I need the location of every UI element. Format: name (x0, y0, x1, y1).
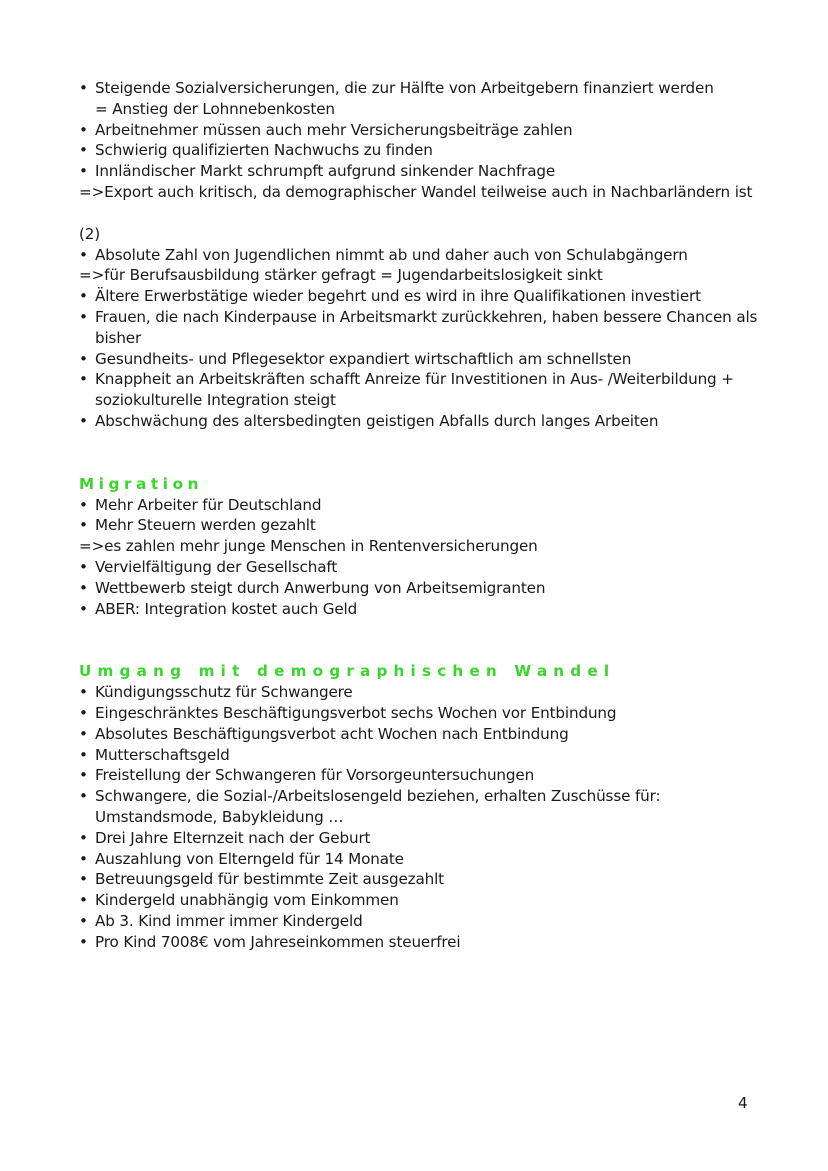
bullet-text: Mehr Steuern werden gezahlt (95, 516, 316, 535)
bullet-text: Eingeschränktes Beschäftigungsverbot sechs Wochen vor Entbindung (95, 703, 617, 722)
bullet-text: Freistellung der Schwangeren für Vorsorgeuntersuchungen (95, 766, 535, 785)
bullet-item (79, 849, 769, 870)
bullet-item (79, 911, 769, 932)
bullet-text: Kindergeld unabhängig vom Einkommen (95, 891, 399, 910)
bullet-icon: • (79, 245, 88, 264)
bullet-text: Abschwächung des altersbedingten geistigen Abfalls durch langes Arbeiten (95, 411, 659, 430)
spacer (79, 619, 769, 661)
bullet-item (79, 932, 769, 953)
bullet-icon: • (79, 870, 88, 889)
bullet-item (79, 515, 769, 536)
bullet-item (79, 307, 769, 349)
bullet-item (79, 286, 769, 307)
bullet-item (79, 349, 769, 370)
bullet-icon: • (79, 828, 88, 847)
bullet-text: Schwierig qualifizierten Nachwuchs zu finden (95, 141, 433, 160)
bullet-text-continued: = Anstieg der Lohnnebenkosten (95, 99, 335, 118)
bullet-text-continued: Umstandsmode, Babykleidung … (95, 807, 344, 826)
migration-heading: Migration (79, 474, 204, 493)
bullet-icon: • (79, 411, 88, 430)
bullet-text: Steigende Sozialversicherungen, die zur Hälfte von Arbeitgebern finanziert werden (95, 79, 714, 97)
bullet-icon: • (79, 703, 88, 722)
page-number: 4 (738, 1094, 748, 1112)
bullet-text: Drei Jahre Elternzeit nach der Geburt (95, 828, 371, 847)
page-content (79, 78, 769, 952)
bullet-icon: • (79, 557, 88, 576)
bullet-icon: • (79, 162, 88, 181)
bullet-item (79, 78, 769, 120)
bullet-item (79, 161, 769, 182)
bullet-item (79, 828, 769, 849)
bullet-item (79, 495, 769, 516)
bullet-text: Mutterschaftsgeld (95, 745, 230, 764)
bullet-text: Knappheit an Arbeitskräften schafft Anreize für Investitionen in Aus- /Weiterbildung + (95, 370, 734, 389)
bullet-text: Mehr Arbeiter für Deutschland (95, 495, 322, 514)
bullet-icon: • (79, 578, 88, 597)
bullet-text-continued: soziokulturelle Integration steigt (95, 391, 336, 410)
section-2-label: (2) (79, 224, 101, 243)
bullet-text: Ältere Erwerbstätige wieder begehrt und es wird in ihre Qualifikationen investiert (95, 287, 701, 306)
bullet-item (79, 599, 769, 620)
bullet-item (79, 120, 769, 141)
bullet-item (79, 890, 769, 911)
spacer (79, 203, 769, 224)
bullet-icon: • (79, 683, 88, 702)
bullet-item (79, 369, 769, 411)
bullet-icon: • (79, 307, 88, 326)
section-consequences (79, 78, 769, 203)
bullet-text: Pro Kind 7008€ vom Jahreseinkommen steuerfrei (95, 932, 461, 951)
bullet-item (79, 765, 769, 786)
bullet-icon: • (79, 141, 88, 160)
bullet-icon: • (79, 891, 88, 910)
bullet-text: Auszahlung von Elterngeld für 14 Monate (95, 849, 404, 868)
bullet-icon: • (79, 849, 88, 868)
bullet-icon: • (79, 724, 88, 743)
bullet-item (79, 786, 769, 828)
bullet-item (79, 703, 769, 724)
section-migration (79, 495, 769, 620)
bullet-text: Betreuungsgeld für bestimmte Zeit ausgezahlt (95, 870, 444, 889)
bullet-text: Schwangere, die Sozial-/Arbeitslosengeld beziehen, erhalten Zuschüsse für: (95, 787, 661, 806)
bullet-text: Absolutes Beschäftigungsverbot acht Wochen nach Entbindung (95, 724, 569, 743)
bullet-item (79, 724, 769, 745)
bullet-icon: • (79, 370, 88, 389)
bullet-icon: • (79, 516, 88, 535)
conclusion-line: =>es zahlen mehr junge Menschen in Rentenversicherungen (79, 537, 538, 556)
bullet-icon: • (79, 766, 88, 785)
bullet-text-continued: bisher (95, 328, 142, 347)
bullet-text: Frauen, die nach Kinderpause in Arbeitsmarkt zurückkehren, haben bessere Chancen als (95, 307, 758, 326)
bullet-icon: • (79, 911, 88, 930)
spacer (79, 432, 769, 474)
bullet-icon: • (79, 287, 88, 306)
bullet-icon: • (79, 79, 88, 97)
bullet-item (79, 411, 769, 432)
bullet-text: Wettbewerb steigt durch Anwerbung von Arbeitsemigranten (95, 578, 546, 597)
bullet-item (79, 578, 769, 599)
conclusion-line: =>für Berufsausbildung stärker gefragt = Jugendarbeitslosigkeit sinkt (79, 266, 603, 285)
bullet-icon: • (79, 745, 88, 764)
bullet-item (79, 869, 769, 890)
conclusion-line: =>Export auch kritisch, da demographischer Wandel teilweise auch in Nachbarländern ist (79, 182, 753, 201)
bullet-text: ABER: Integration kostet auch Geld (95, 599, 358, 618)
bullet-icon: • (79, 932, 88, 951)
bullet-text: Kündigungsschutz für Schwangere (95, 683, 353, 702)
bullet-icon: • (79, 120, 88, 139)
bullet-icon: • (79, 349, 88, 368)
bullet-item (79, 557, 769, 578)
section-umgang (79, 682, 769, 952)
bullet-text: Vervielfältigung der Gesellschaft (95, 557, 338, 576)
umgang-heading: Umgang mit demographischen Wandel (79, 662, 616, 681)
bullet-text: Absolute Zahl von Jugendlichen nimmt ab und daher auch von Schulabgängern (95, 245, 688, 264)
bullet-text: Ab 3. Kind immer immer Kindergeld (95, 911, 363, 930)
bullet-text: Arbeitnehmer müssen auch mehr Versicherungsbeiträge zahlen (95, 120, 573, 139)
bullet-item (79, 245, 769, 266)
bullet-text: Innländischer Markt schrumpft aufgrund sinkender Nachfrage (95, 162, 556, 181)
bullet-item (79, 682, 769, 703)
bullet-item (79, 745, 769, 766)
bullet-text: Gesundheits- und Pflegesektor expandiert wirtschaftlich am schnellsten (95, 349, 632, 368)
bullet-icon: • (79, 599, 88, 618)
bullet-icon: • (79, 495, 88, 514)
section-2 (79, 245, 769, 432)
bullet-icon: • (79, 787, 88, 806)
bullet-item (79, 140, 769, 161)
